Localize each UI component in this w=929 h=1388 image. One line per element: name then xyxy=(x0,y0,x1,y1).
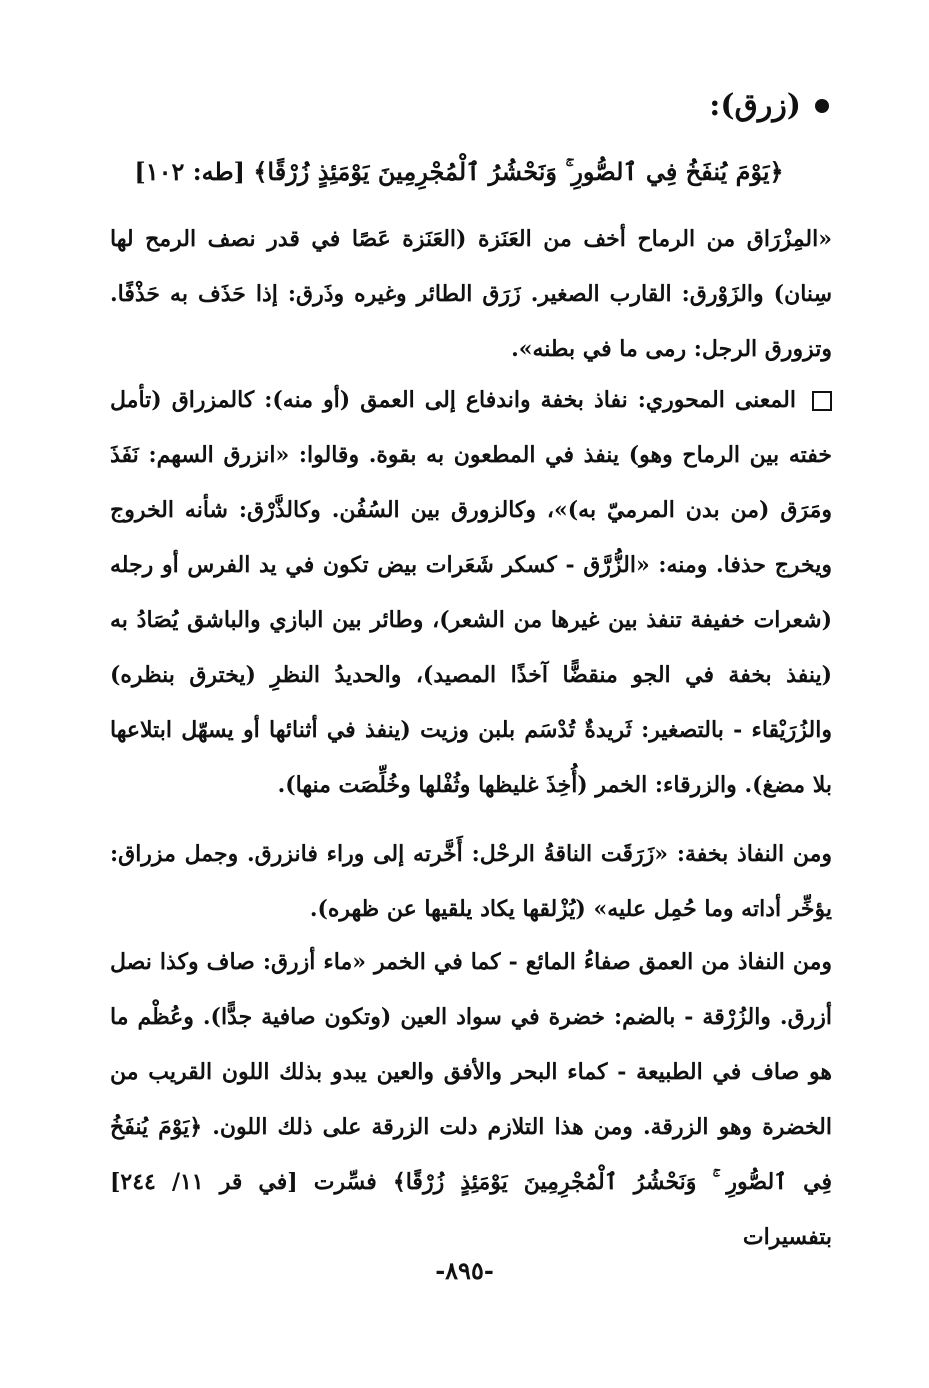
paragraph-penetration xyxy=(110,827,832,937)
paragraph-text: نفاذ بخفة واندفاع إلى العمق (أو منه): كالمزراق (تأمل خفته بين الرماح وهو) ينفذ في المطعون به بقوة. وقالوا: «انزرق السهم: نَفَذَ ومَرَق (من بدن المرميّ به)»، وكالزورق بين السُفُن. وكالذَّرْق: شأنه الخروج ويخرج حذفا. ومنه: «الزُّرَّق - كسكر شَعَرات بيض تكون في يد الفرس أو رجله (شعرات خفيفة تنفذ بين غيرها من الشعر)، وطائر بين البازي والباشق يُصَادُ به (ينفذ بخفة في الجو منقضًّا آخذًا المصيد)، والحديدُ النظرِ (يخترق بنظره) والزُرَيْقاء - بالتصغير: ثَريدةٌ تُدْسَم بلبن وزيت (ينفذ في أثنائها أو يسهّل ابتلاعها بلا مضغ). والزرقاء: الخمر (أُخِذَ غليظها وثُفْلها وخُلِّصَت منها). xyxy=(110,387,832,798)
entry-heading xyxy=(109,88,829,123)
paragraph-text: ومن النفاذ من العمق صفاءُ المائع - كما في الخمر «ماء أزرق: صاف وكذا نصل أزرق. والزُرْقة - بالضم: خضرة في سواد العين (وتكون صافية جدًّا). وعُظْم ما هو صاف في الطبيعة - كماء البحر والأفق والعين يبدو بذلك اللون القريب من الخضرة وهو الزرقة. ومن هذا التلازم دلت الزرقة على ذلك اللون. ﴿يَوْمَ يُنفَخُ فِي ٱلصُّورِ ۚ وَنَحْشُرُ ٱلْمُجْرِمِينَ يَوْمَئِذٍ زُرْقًا﴾ فسِّرت [في قر ١١/ ٢٤٤] بتفسيرات xyxy=(110,949,832,1250)
quran-verse xyxy=(119,152,799,192)
verse-text: ﴿يَوْمَ يُنفَخُ فِي ٱلصُّورِ ۚ وَنَحْشُرُ ٱلْمُجْرِمِينَ يَوْمَئِذٍ زُرْقًا﴾ xyxy=(253,157,784,186)
core-meaning-label: المعنى المحوري: xyxy=(637,387,796,413)
paragraph-text: «المِزْرَاق من الرماح أخف من العَنَزة (العَنَزة عَصًا في قدر نصف الرمح لها سِنان) والزَوْرق: القارب الصغير. زَرَق الطائر وغيره وذَرق: إذا حَذَف به حَذْفًا. وتزورق الرجل: رمى ما في بطنه». xyxy=(110,226,832,362)
bullet-icon xyxy=(815,99,829,113)
verse-reference: [طه: ١٠٢] xyxy=(134,157,245,186)
paragraph-core-meaning xyxy=(110,373,832,813)
square-marker-icon xyxy=(812,391,832,411)
page-number: -٨٩٥- xyxy=(435,1256,494,1285)
entry-title: (زرق): xyxy=(709,88,801,123)
paragraph-clarity xyxy=(110,935,832,1265)
paragraph-text: ومن النفاذ بخفة: «زَرَقَت الناقةُ الرحْل: أَخَّرته إلى وراء فانزرق. وجمل مزراق: يؤخِّر أداته وما حُمِل عليه» (يُزْلقها يكاد يلقيها عن ظهره). xyxy=(110,841,832,922)
paragraph-definition xyxy=(110,212,832,377)
